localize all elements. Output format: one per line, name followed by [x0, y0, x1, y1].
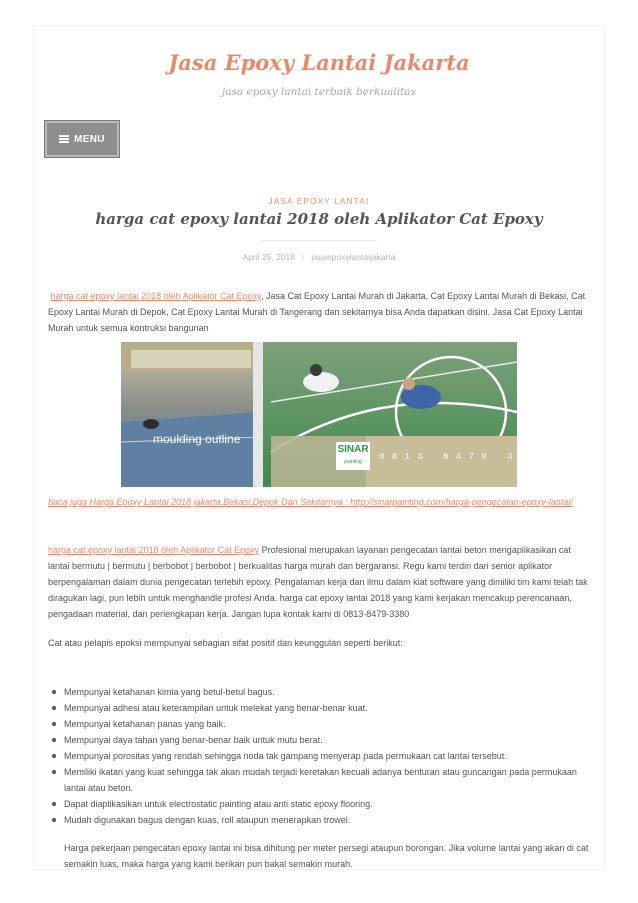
intro-paragraph [48, 288, 593, 336]
features-intro: Cat atau pelapis epoksi mempunyai sebagian sifat positif dan keunggulan seperti berikut: [48, 638, 403, 648]
intro-link[interactable]: harga cat epoxy lantai 2018 oleh Aplikator Cat Epoxy [50, 291, 261, 301]
site-title[interactable]: Jasa Epoxy Lantai Jakarta [168, 50, 470, 75]
list-item: Mempunyai daya tahan yang benar-benar baik untuk mutu berat. [48, 732, 593, 748]
list-item: Mempunyai porositas yang rendah sehingga noda tak gampang menyerap pada permukaan cat lantai tersebut. [48, 748, 593, 764]
list-item: Mempunyai ketahanan panas yang baik. [48, 716, 593, 732]
intro-text: , Jasa Cat Epoxy Lantai Murah di Jakarta, Cat Epoxy Lantai Murah di Bekasi, Cat Epoxy Lantai Murah di Depok, Cat Epoxy Lantai Murah di Tangerang dan sekitarnya bisa Anda dapatkan disini. Jasa Cat Epoxy Lantai Murah untuk semua kontruksi bangunan [48, 291, 586, 333]
meta-separator: / [301, 252, 305, 262]
read-also-link[interactable]: baca juga Harga Epoxy Lantai 2018 jakarta,Bekasi,Depok Dan Sekitarnya : http://sinarpainting.com/harga-pengecatan-epoxy-lantai/ [48, 497, 573, 507]
post-category-link[interactable]: JASA EPOXY LANTAI [268, 197, 370, 206]
post-author-link[interactable]: jasaepoxylantaijakarta [311, 252, 396, 262]
menu-button[interactable] [45, 121, 119, 157]
services-paragraph [48, 542, 593, 622]
read-also-paragraph [48, 494, 593, 510]
list-item: Mudah digunakan bagus dengan kuas, roll ataupun menerapkan trowel. [48, 812, 593, 828]
hamburger-icon [59, 135, 69, 143]
features-list [48, 684, 593, 828]
site-tagline: jasa epoxy lantai terbaik berkualitas [222, 86, 416, 98]
services-text: Profesional merupakan layanan pengecatan lantai beton mengaplikasikan cat lantai bermutu | bermutu | berbobot | berbobot | berkualitas harga murah dan bergaransi. Regu kami terdiri dari senior aplikator berpengalaman dalam dunia pengecatan terlebih epoxy. Pengalaman kerja dan ilmu dalam kiat software yang dimiliki tim kami telah tak diragukan lagi, pun lebih untuk menghandle profesi Anda. harga cat epoxy lantai 2018 yang kami kerjakan mencakup perencanaan, pengadaan material, dan perlengkapan kerja. Jangan lupa kontak kami di 0813-8479-3380 [48, 545, 588, 619]
list-item: Mempunyai adhesi atau keterampilan untuk melekat yang benar-benar kuat. [48, 700, 593, 716]
post-image-art [121, 342, 517, 487]
title-divider [261, 240, 377, 241]
image-phone: 0 8 1 3 8 4 7 9 3 3 8 0 [379, 452, 552, 462]
post-image [121, 342, 552, 487]
menu-label: MENU [74, 133, 105, 145]
image-brand-sub: painting [344, 459, 362, 465]
pricing-paragraph: Harga pekerjaan pengecatan epoxy lantai ini bisa dihitung per meter persegi ataupun borongan. Jika volume lantai yang akan di cat semakin luas, maka harga yang kami berikan pun bakal semakin murah. [64, 843, 589, 869]
image-brand-logo [336, 442, 370, 470]
list-item: Memiliki ikatan yang kuat sehingga tak akan mudah terjadi keretakan kecuali adanya benturan atau guncangan pada permukaan lantai atau beton. [48, 764, 593, 796]
post-date-link[interactable]: April 25, 2018 [242, 252, 295, 262]
image-caption: moulding outline [153, 432, 241, 446]
services-link[interactable]: harga cat epoxy lantai 2018 oleh Aplikator Cat Epoxy [48, 545, 260, 555]
list-item: Mempunyai ketahanan kimia yang betul-betul bagus. [48, 684, 593, 700]
list-item: Dapat diaplikasikan untuk electrostatic painting atau anti static epoxy flooring. [48, 796, 593, 812]
image-brand-text: SINAR [337, 444, 369, 455]
post-meta [0, 252, 638, 262]
post-title: harga cat epoxy lantai 2018 oleh Aplikator Cat Epoxy [95, 210, 543, 228]
